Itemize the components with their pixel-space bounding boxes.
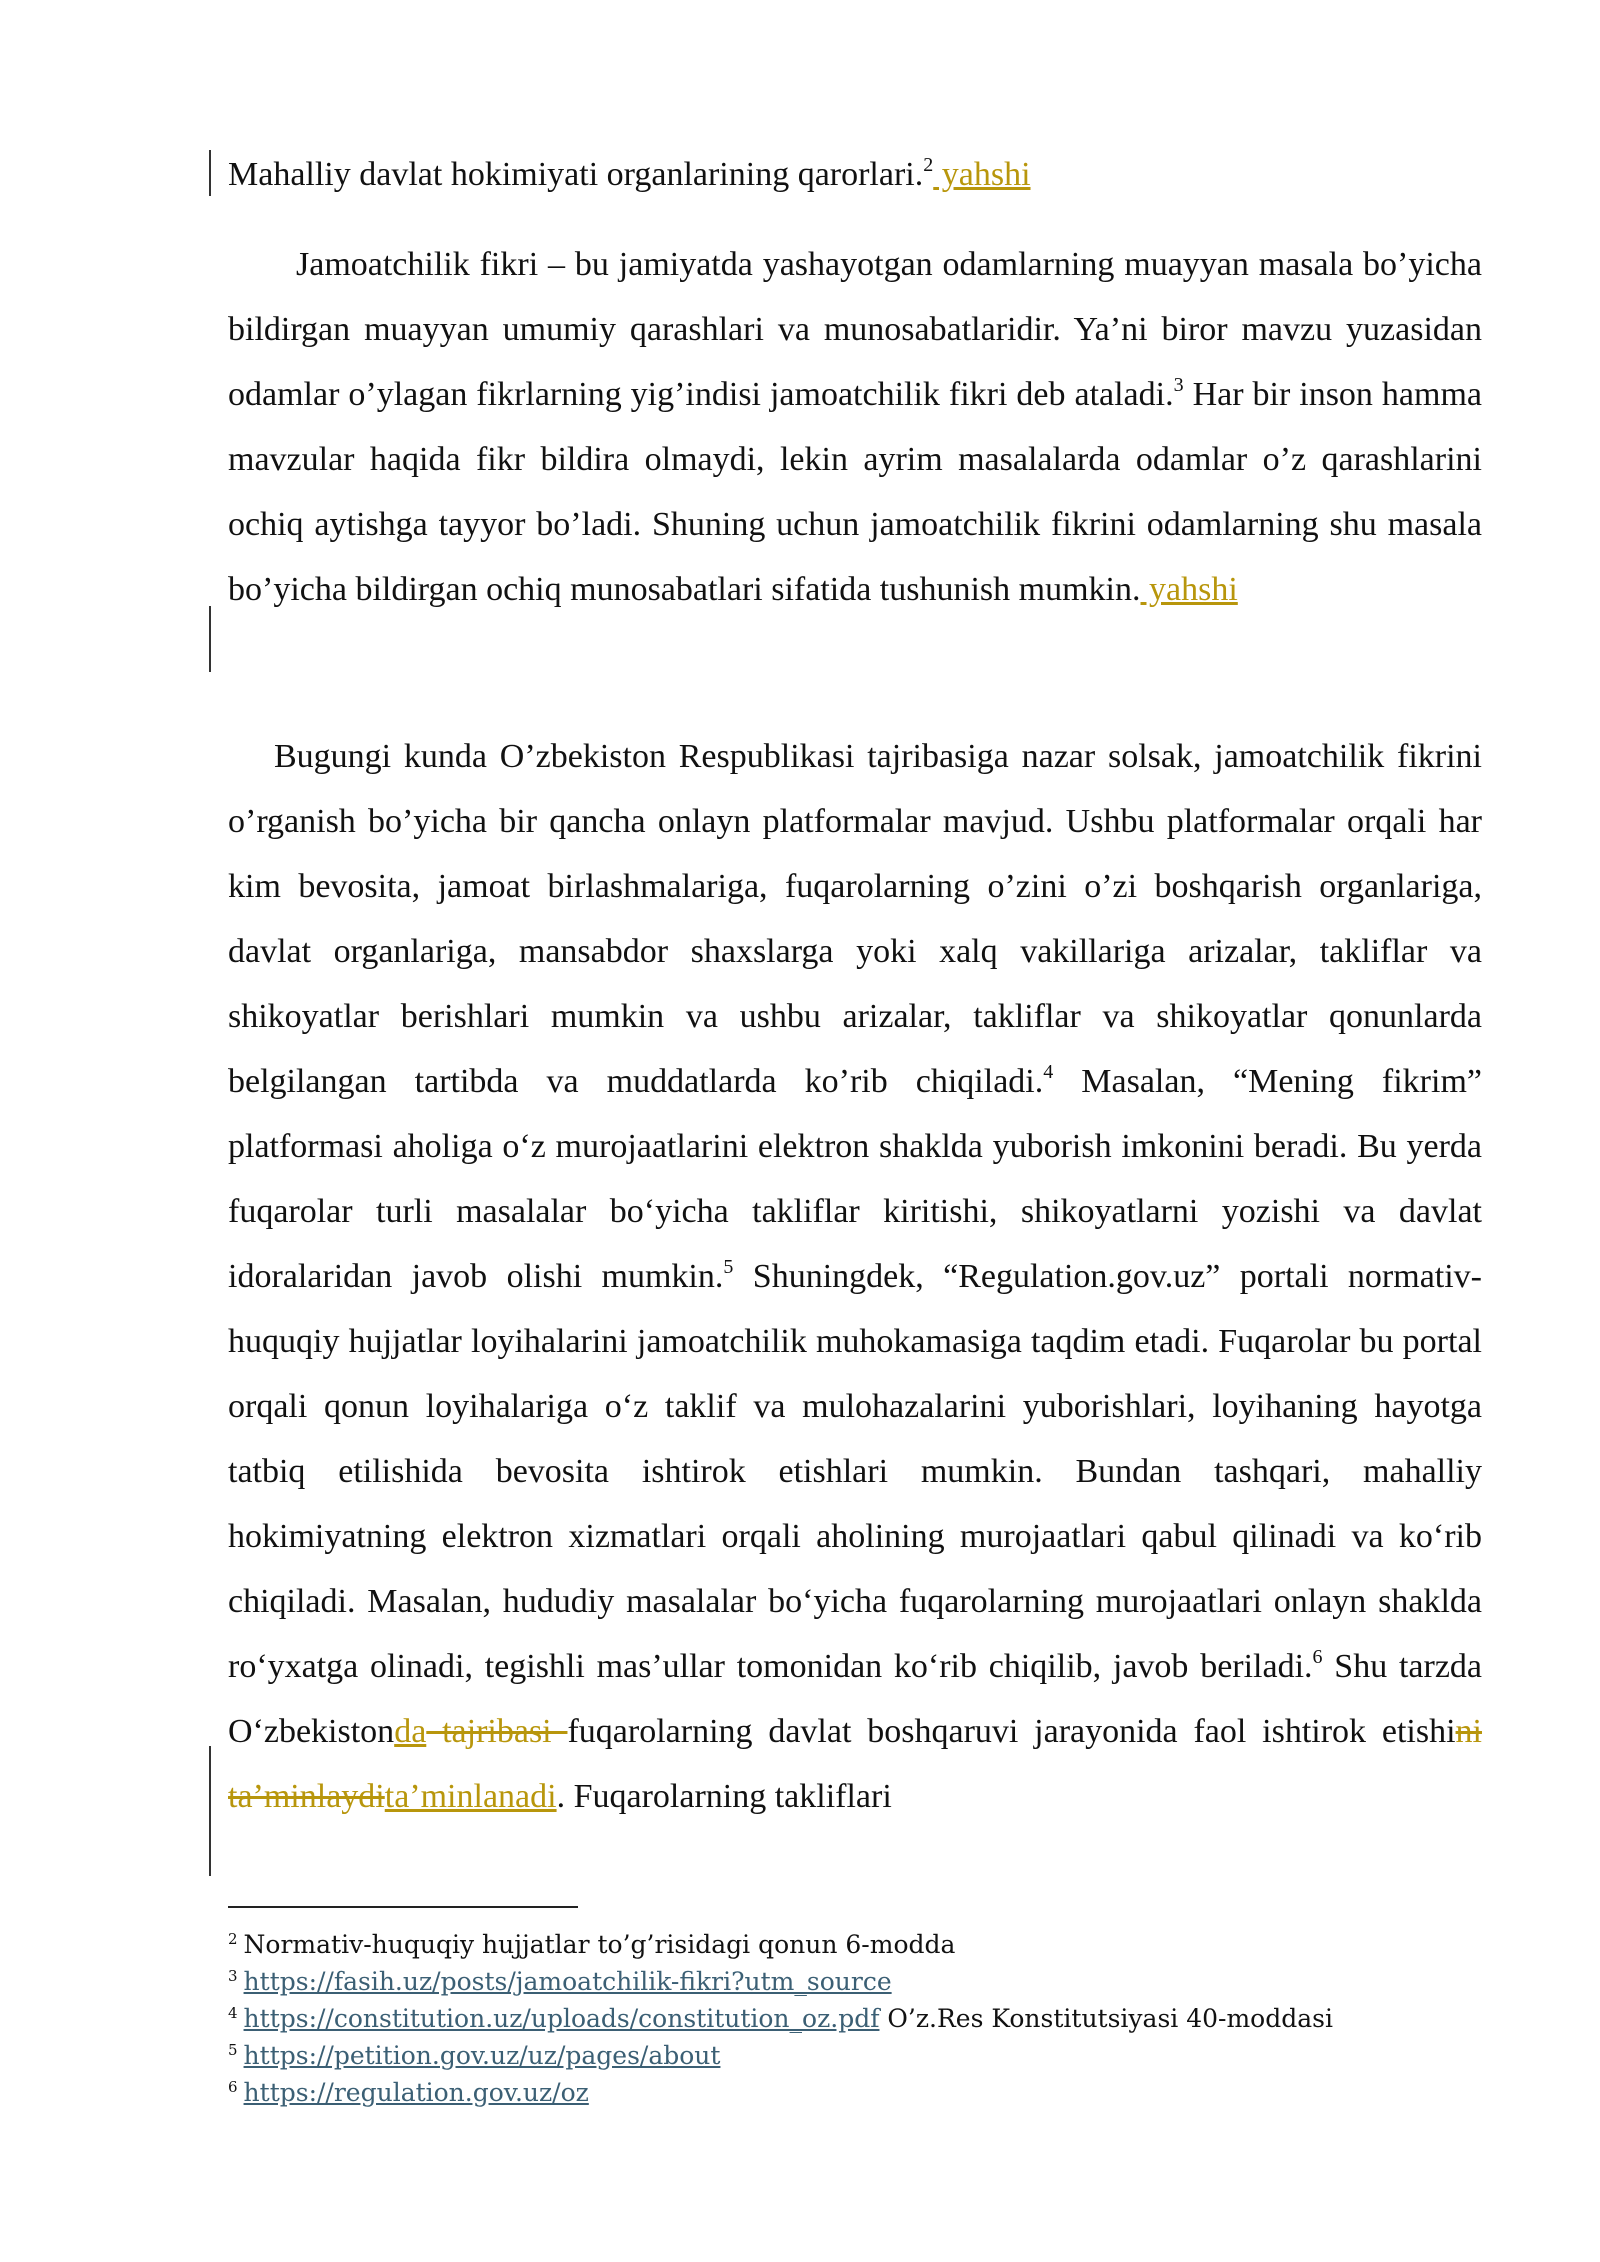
footnote-item [228, 2000, 1488, 2037]
footnote-number: 5 [228, 2040, 238, 2059]
inserted-text: ta’minlanadi [384, 1778, 557, 1815]
change-bar [209, 606, 211, 672]
inserted-text: yahshi [933, 156, 1031, 193]
footnote-ref[interactable]: 4 [1043, 1060, 1054, 1083]
footnote-number: 3 [228, 1966, 238, 1985]
footnote-link[interactable]: https://petition.gov.uz/uz/pages/about [243, 2041, 721, 2070]
footnote-link[interactable]: https://fasih.uz/posts/jamoatchilik-fikri?utm_source [243, 1967, 892, 1996]
paragraph-text: Shuningdek, “Regulation.gov.uz” portali normativ-huquqiy hujjatlar loyihalarini jamoatchilik muhokamasiga taqdim etadi. Fuqarolar bu portal orqali qonun loyihalariga o‘z taklif va mulohazalarini yuborishlari, loyihaning hayotga tatbiq etilishida bevosita ishtirok etishlari mumkin. Bundan tashqari, mahalliy hokimiyatning elektron xizmatlari orqali aholining murojaatlari qabul qilinadi va ko‘rib chiqiladi. Masalan, hududiy masalalar bo‘yicha fuqarolarning murojaatlari onlayn shaklda ro‘yxatga olinadi, tegishli mas’ullar tomonidan ko‘rib chiqilib, javob beriladi. [228, 1258, 1482, 1685]
paragraph-text: Har bir inson hamma mavzular haqida fikr bildira olmaydi, lekin ayrim masalalarda odamlar o’z qarashlarini ochiq aytishga tayyor bo’ladi. Shuning uchun jamoatchilik fikrini odamlarning shu masala bo’yicha bildirgan ochiq munosabatlari sifatida tushunish mumkin. [228, 376, 1482, 608]
paragraph-heading-line [228, 142, 1482, 207]
footnote-separator [228, 1906, 578, 1908]
footnote-ref[interactable]: 3 [1173, 373, 1184, 396]
change-bar [209, 1746, 211, 1876]
paragraph-text: Masalan, “Mening fikrim” platformasi aholiga o‘z murojaatlarini elektron shaklda yuborish imkonini beradi. Bu yerda fuqarolar turli masalalar bo‘yicha takliflar kiritishi, shikoyatlarni yozishi va davlat idoralaridan javob olishi mumkin. [228, 1063, 1482, 1295]
footnotes [228, 1926, 1488, 2111]
paragraph-online-platforms [228, 724, 1482, 1829]
paragraph-text: Mahalliy davlat hokimiyati organlarining qarorlari. [228, 156, 924, 193]
footnote-text: Normativ-huquqiy hujjatlar to’g’risidagi qonun 6-modda [243, 1930, 956, 1959]
footnote-number: 4 [228, 2003, 238, 2022]
footnote-number: 2 [228, 1929, 238, 1948]
inserted-text: da [394, 1713, 427, 1750]
deleted-text: tajribasi [426, 1713, 568, 1750]
paragraph-text: . Fuqarolarning takliflari [556, 1778, 892, 1815]
paragraph-text: fuqarolarning davlat boshqaruvi jarayonida faol ishtirok etishi [567, 1713, 1456, 1750]
paragraph-public-opinion [228, 232, 1482, 622]
footnote-ref[interactable]: 6 [1312, 1645, 1323, 1668]
footnote-number: 6 [228, 2077, 238, 2096]
footnote-text: O’z.Res Konstitutsiyasi 40-moddasi [879, 2004, 1333, 2033]
paragraph-text: Bugungi kunda O’zbekiston Respublikasi tajribasiga nazar solsak, jamoatchilik fikrini o’rganish bo’yicha bir qancha onlayn platformalar mavjud. Ushbu platformalar orqali har kim bevosita, jamoat birlashmalariga, fuqarolarning o’zini o’zi boshqarish organlariga, davlat organlariga, mansabdor shaxslarga yoki xalq vakillariga arizalar, takliflar va shikoyatlar berishlari mumkin va ushbu arizalar, takliflar va shikoyatlar qonunlarda belgilangan tartibda va muddatlarda ko’rib chiqiladi. [228, 738, 1482, 1100]
footnote-item [228, 2074, 1488, 2111]
footnote-item [228, 1963, 1488, 2000]
footnote-ref[interactable]: 2 [923, 153, 934, 176]
deleted-text: ta’minlaydi [228, 1778, 385, 1815]
footnote-link[interactable]: https://constitution.uz/uploads/constitution_oz.pdf [243, 2004, 880, 2033]
paragraph-text: Jamoatchilik fikri – bu jamiyatda yashayotgan odamlarning muayyan masala bo’yicha bildirgan muayyan umumiy qarashlari va munosabatlaridir. Ya’ni biror mavzu yuzasidan odamlar o’ylagan fikrlarning yig’indisi jamoatchilik fikri deb ataladi. [228, 246, 1482, 413]
inserted-text: yahshi [1140, 571, 1238, 608]
paragraph-text: Shu tarzda O‘zbekiston [228, 1648, 1483, 1750]
footnote-item [228, 2037, 1488, 2074]
footnote-link[interactable]: https://regulation.gov.uz/oz [243, 2078, 589, 2107]
footnote-ref[interactable]: 5 [723, 1255, 734, 1278]
footnote-item [228, 1926, 1488, 1963]
deleted-text: ni [1455, 1713, 1482, 1750]
change-bar [209, 150, 211, 196]
